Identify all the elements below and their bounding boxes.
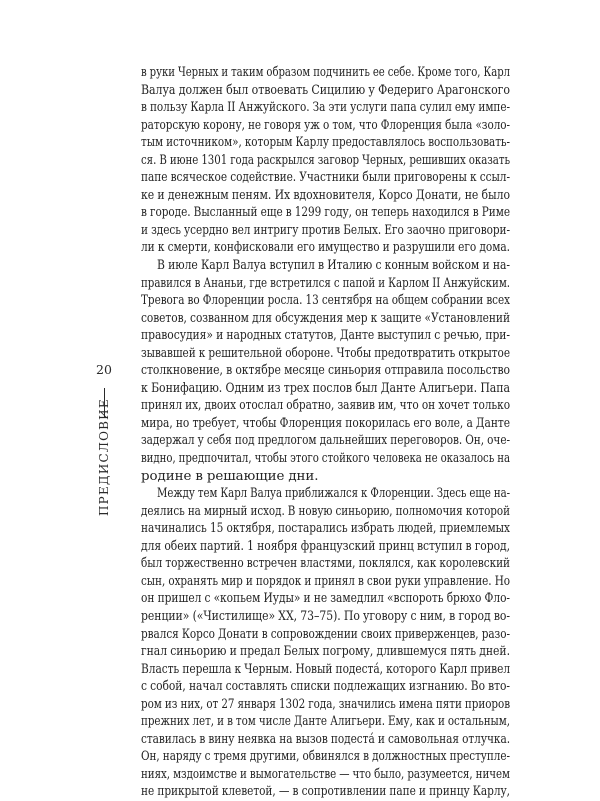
text-line: родине в решающие дни. [141, 468, 319, 484]
text-line: был торжественно встречен властями, поклялся, как королевский [141, 556, 511, 572]
text-line: рвался Корсо Донати в сопровождении своих приверженцев, разо- [141, 626, 510, 642]
text-line: сын, охранять мир и порядок и принял в свои руки управление. Но [141, 573, 510, 589]
text-line: принял их, двоих отослал обратно, заявив им, что он хочет только [141, 398, 511, 414]
text-line: Тревога во Флоренции росла. 13 сентября на общем собрании всех [141, 293, 510, 309]
page-number: 20 [96, 362, 112, 377]
text-line: ниях, мздоимстве и вымогательстве — что было, разумеется, ничем [141, 766, 511, 782]
paragraph-2 [141, 257, 510, 485]
body-text [141, 64, 510, 801]
text-line: ренции» («Чистилище» XX, 73–75). По уговору с ним, в город во- [141, 608, 511, 624]
text-line: для обеих партий. 1 ноября французский принц вступил в город, [141, 538, 511, 554]
text-line: мира, но требует, чтобы Флоренция покорилась его воле, а Данте [141, 415, 510, 431]
paragraph-3 [141, 485, 510, 801]
text-line: и здесь усердно вел интригу против Белых. Его заочно приговори- [141, 222, 511, 238]
text-line: Он, наряду с тремя другими, обвинялся в должностных преступле- [141, 749, 510, 765]
running-head-container [97, 398, 111, 516]
text-line: гнал синьорию и предал Белых погрому, длившемуся пять дней. [141, 644, 510, 660]
running-head: ПРЕДИСЛОВИЕ [97, 398, 111, 516]
text-line: Между тем Карл Валуа приближался к Флоренции. Здесь еще на- [157, 486, 511, 502]
text-line: видно, предпочитал, чтобы этого стойкого человека не оказалось на [141, 451, 510, 467]
text-line: правосудия» и народных статутов, Данте выступил с речью, при- [141, 328, 510, 344]
text-line: в городе. Высланный еще в 1299 году, он теперь находился в Риме [141, 205, 510, 221]
text-line: задержал у себя под предлогом дальнейших переговоров. Он, оче- [141, 433, 510, 449]
text-line: ке и денежным пеням. Их вдохновителя, Корсо Донати, не было [141, 187, 511, 203]
text-line: ся. В июне 1301 года раскрылся заговор Черных, решивших оказать [141, 152, 510, 168]
text-line: начинались 15 октября, постарались избрать людей, приемлемых [141, 521, 510, 537]
text-line: папе всяческое содействие. Участники были приговорены к ссыл- [141, 170, 510, 186]
text-line: Валуа должен был отвоевать Сицилию у Федериго Арагонского [141, 82, 510, 98]
text-line: В июле Карл Валуа вступил в Италию с конным войском и на- [157, 258, 510, 274]
text-line: не прикрытой клеветой, — в сопротивлении папе и принцу Карлу, [141, 784, 510, 800]
text-line: советов, созванном для обсуждения мер к защите «Установлений [141, 310, 510, 326]
text-line: правился в Ананьи, где встретился с папой и Карлом II Анжуйским. [141, 275, 511, 291]
text-line: с собой, начал составлять списки подлежащих изгнанию. Во вто- [141, 679, 511, 695]
text-line: в пользу Карла II Анжуйского. За эти услуги папа сулил ему импе- [141, 100, 511, 116]
text-line: раторскую корону, не говоря уж о том, что Флоренция была «зoло- [141, 117, 511, 133]
text-line: столкновение, в октябре месяце синьория отправила посольство [141, 363, 511, 379]
text-line: Власть перешла к Черным. Новый подеста́, которого Карл привел [141, 661, 511, 677]
text-line: в руки Черных и таким образом подчинить ее себе. Кроме того, Карл [141, 65, 510, 80]
text-line: он пришел с «копьем Иуды» и не замедлил «вспороть брюхо Фло- [141, 591, 510, 607]
text-line: зывавшей к решительной обороне. Чтобы предотвратить открытое [141, 345, 510, 361]
paragraph-1 [141, 64, 510, 257]
text-line: ром из них, от 27 января 1302 года, значились имена пяти приоров [141, 696, 510, 712]
text-line: к Бонифацию. Одним из трех послов был Данте Алигьери. Папа [141, 380, 511, 396]
text-line: ставилась в вину неявка на вызов подеста́ и самовольная отлучка. [141, 731, 511, 747]
text-line: прежних лет, и в том числе Данте Алигьери. Ему, как и остальным, [141, 714, 510, 730]
text-line: ли к смерти, конфисковали его имущество и разрушили его дома. [141, 240, 510, 256]
text-line: деялись на мирный исход. В новую синьорию, полномочия которой [141, 503, 510, 519]
text-line: тым источником», которым Карлу предоставлялось воспользовать- [141, 135, 511, 151]
